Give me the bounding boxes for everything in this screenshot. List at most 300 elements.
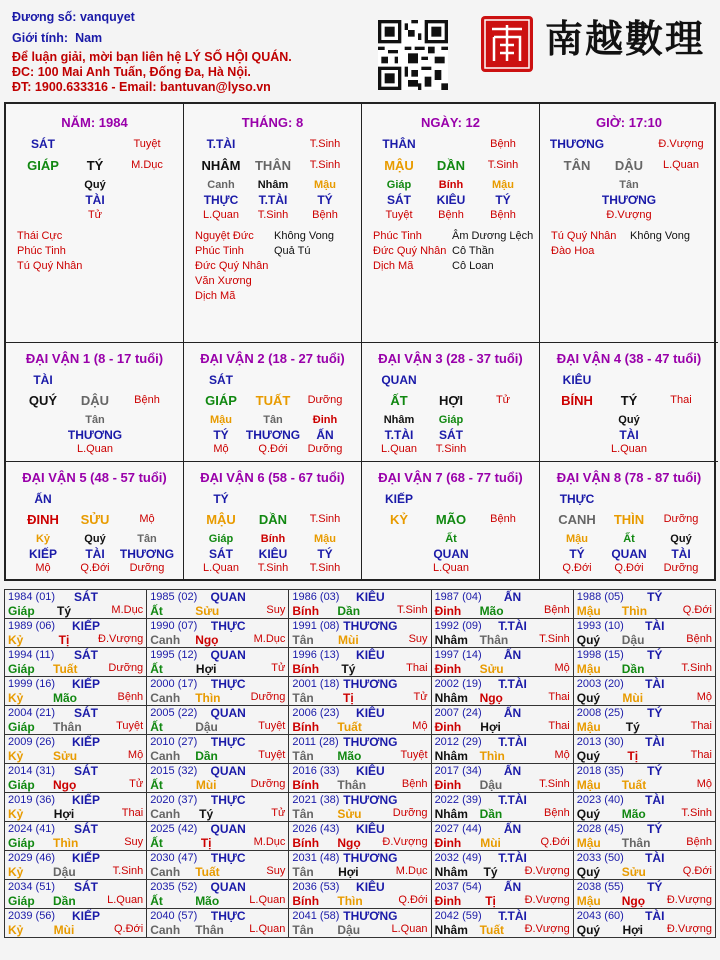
ten-god-label: SÁT	[31, 137, 55, 151]
dai-van-title: ĐẠI VẬN 2 (18 - 27 tuổi)	[200, 351, 345, 366]
year-cell	[147, 706, 289, 735]
year-cell	[289, 706, 431, 735]
earthly-branch: Mùi	[53, 923, 75, 937]
ten-god-label: KIẾP	[71, 851, 100, 865]
heavenly-stem: Ất	[150, 836, 163, 850]
heavenly-stem: KỶ	[389, 512, 409, 527]
stage-label: Tử	[271, 807, 286, 819]
earthly-branch: Thân	[479, 633, 509, 647]
heavenly-stem: Nhâm	[434, 691, 468, 705]
table-row	[5, 764, 716, 793]
year-label: 2002 (19)	[434, 678, 482, 690]
earthly-branch: Tý	[625, 720, 640, 734]
year-label: 2003 (20)	[576, 678, 624, 690]
ten-god-label: KIẾP	[71, 677, 100, 691]
ten-god-label: THÂN	[382, 137, 416, 151]
pillar-cell	[6, 104, 184, 343]
qr-code-icon	[378, 20, 448, 90]
heavenly-stem: Ất	[150, 894, 163, 908]
year-cell	[147, 909, 289, 938]
hidden-stage: L.Quan	[432, 562, 470, 574]
year-label: 2024 (41)	[8, 823, 56, 835]
hidden-stage: Mộ	[213, 443, 229, 455]
heavenly-stem: Đinh	[434, 836, 462, 850]
heavenly-stem: GIÁP	[205, 393, 237, 408]
stage-label: Thai	[121, 807, 144, 819]
heavenly-stem: Kỷ	[8, 633, 24, 647]
hidden-ten-god: TÝ	[317, 193, 333, 207]
stage-label: Đ.Vượng	[658, 138, 704, 150]
heavenly-stem: CANH	[558, 512, 596, 527]
ten-god-label: KIÊU	[356, 880, 385, 894]
stage-label: T.Sinh	[112, 865, 144, 877]
heavenly-stem: Nhâm	[434, 633, 468, 647]
stage-label: Mộ	[696, 691, 712, 703]
year-cell	[431, 619, 573, 648]
stage-label: L.Quan	[249, 923, 286, 935]
earthly-branch: Dậu	[337, 923, 361, 937]
heavenly-stem: NHÂM	[201, 158, 241, 173]
heavenly-stem: Nhâm	[434, 807, 468, 821]
earthly-branch: Tuất	[195, 865, 220, 879]
ten-god-label: T.TÀI	[498, 677, 527, 691]
hidden-stem: Tân	[85, 414, 105, 426]
ten-god-label: THƯƠNG	[343, 851, 398, 865]
hidden-stem: Mậu	[210, 414, 232, 426]
dai-van-cell	[540, 343, 718, 462]
earthly-branch: Mão	[621, 807, 646, 821]
stage-label: T.Sinh	[681, 807, 712, 819]
dai-van-title: ĐẠI VẬN 8 (78 - 87 tuổi)	[556, 470, 702, 485]
heavenly-stem: Ất	[150, 778, 163, 792]
heavenly-stem: Canh	[150, 749, 181, 763]
phone-email-line: ĐT: 1900.633316 - Email: bantuvan@lyso.vn	[12, 80, 271, 94]
year-label: 2036 (53)	[292, 881, 340, 893]
year-label: 2029 (46)	[8, 852, 56, 864]
ten-god-label: QUAN	[210, 764, 246, 778]
bazi-chart-grid	[4, 102, 716, 581]
table-row	[5, 822, 716, 851]
dai-van-cell	[6, 462, 184, 581]
stage-label: Dưỡng	[250, 778, 286, 790]
stage-label: Bệnh	[490, 138, 516, 150]
year-cell	[147, 735, 289, 764]
hidden-stem: Tân	[263, 414, 283, 426]
ten-god-label: THỰC	[210, 619, 246, 633]
year-label: 2033 (50)	[576, 852, 624, 864]
hidden-stem: Quý	[84, 179, 106, 191]
hidden-stem: Quý	[618, 414, 640, 426]
year-cell	[573, 648, 715, 677]
ten-god-label: ẤN	[503, 706, 522, 720]
year-cell	[289, 909, 431, 938]
year-cell	[289, 677, 431, 706]
ten-god-label: T.TÀI	[206, 137, 236, 151]
stage-label: Đ.Vượng	[524, 923, 570, 935]
ten-god-label: TÀI	[645, 793, 665, 807]
earthly-branch: Mùi	[480, 836, 501, 850]
earthly-branch: TÝ	[86, 158, 104, 173]
ten-god-label: SÁT	[74, 648, 98, 662]
hidden-stage: L.Quan	[610, 443, 648, 455]
heavenly-stem: Nhâm	[434, 749, 468, 763]
stage-label: Đ.Vượng	[524, 894, 570, 906]
earthly-branch: Thân	[621, 836, 651, 850]
hidden-ten-god: QUAN	[611, 547, 647, 561]
hidden-stem: Canh	[207, 179, 235, 191]
year-cell	[147, 822, 289, 851]
stage-label: T.Sinh	[681, 662, 712, 674]
earthly-branch: TÝ	[620, 393, 638, 408]
heavenly-stem: Bính	[292, 720, 320, 734]
year-label: 1990 (07)	[150, 620, 198, 632]
earthly-branch: Hợi	[338, 865, 359, 879]
hidden-stage: Mộ	[35, 562, 51, 574]
hidden-stage: Đ.Vượng	[606, 209, 652, 221]
hidden-ten-god: TÀI	[85, 547, 105, 561]
year-cell	[5, 909, 147, 938]
year-label: 2011 (28)	[292, 736, 339, 748]
year-label: 2018 (35)	[576, 765, 624, 777]
hidden-stem: Nhâm	[257, 179, 289, 191]
heavenly-stem: Giáp	[8, 836, 35, 850]
hidden-ten-god: TÀI	[671, 547, 691, 561]
stage-label: T.Sinh	[396, 604, 428, 616]
hidden-ten-god: SÁT	[209, 547, 233, 561]
stage-label: Bệnh	[490, 513, 516, 525]
heavenly-stem: Quý	[576, 865, 601, 879]
dai-van-cell	[184, 462, 362, 581]
year-label: 2043 (60)	[576, 910, 624, 922]
year-label: 2042 (59)	[434, 910, 482, 922]
hidden-stage: T.Sinh	[257, 562, 289, 574]
stage-label: Đ.Vượng	[524, 865, 570, 877]
hidden-ten-god: THƯƠNG	[601, 193, 657, 207]
star-label: Thái Cực	[17, 230, 63, 242]
hidden-stage: Dưỡng	[129, 562, 165, 574]
ten-god-label: QUAN	[210, 590, 246, 604]
heavenly-stem: MẬU	[206, 512, 236, 527]
year-cell	[147, 619, 289, 648]
heavenly-stem: Tân	[292, 633, 314, 647]
ten-god-label: KIẾP	[71, 619, 100, 633]
heavenly-stem: Đinh	[434, 778, 462, 792]
earthly-branch: Mão	[53, 691, 77, 705]
heavenly-stem: Canh	[150, 807, 181, 821]
earthly-branch: Tuất	[479, 923, 505, 937]
ten-god-label: KIÊU	[356, 648, 385, 662]
stage-label: Thai	[406, 662, 428, 674]
gender-line: Giới tính: Nam	[12, 31, 103, 45]
hidden-stage: L.Quan	[202, 209, 240, 221]
stage-label: Dưỡng	[250, 691, 286, 703]
year-cell	[5, 822, 147, 851]
ten-god-label: ẤN	[503, 880, 522, 894]
stage-label: Đ.Vượng	[98, 633, 144, 645]
year-cell	[573, 735, 715, 764]
earthly-branch: Tý	[199, 807, 214, 821]
year-label: 2012 (29)	[434, 736, 482, 748]
earthly-branch: Tị	[58, 633, 70, 647]
table-row	[5, 706, 716, 735]
pillar-cell	[362, 104, 540, 343]
table-row	[5, 880, 716, 909]
heavenly-stem: Tân	[292, 749, 314, 763]
table-row	[5, 619, 716, 648]
heavenly-stem: Đinh	[434, 604, 462, 618]
year-cell	[5, 880, 147, 909]
earthly-branch: Hợi	[622, 923, 644, 937]
stage-label: Thai	[690, 749, 712, 761]
year-label: 2031 (48)	[292, 852, 340, 864]
annual-luck-table	[4, 589, 716, 938]
heavenly-stem: Kỷ	[8, 691, 24, 705]
heavenly-stem: GIÁP	[27, 158, 59, 173]
earthly-branch: Tuất	[337, 720, 362, 734]
hidden-stem: Ất	[445, 533, 457, 545]
heavenly-stem: Canh	[150, 691, 181, 705]
dai-van-title: ĐẠI VẬN 7 (68 - 77 tuổi)	[378, 470, 523, 485]
earthly-branch: Dậu	[621, 633, 645, 647]
stage-label: Tuyệt	[133, 138, 161, 150]
dai-van-title: ĐẠI VẬN 1 (8 - 17 tuổi)	[25, 351, 164, 366]
star-label: Không Vong	[274, 230, 334, 242]
heavenly-stem: Bính	[292, 778, 320, 792]
hidden-ten-god: TÀI	[619, 428, 639, 442]
hidden-stem: Mậu	[566, 533, 588, 545]
hidden-ten-god: SÁT	[387, 193, 411, 207]
hidden-ten-god: KIÊU	[258, 547, 288, 561]
stage-label: Tuyệt	[116, 720, 144, 732]
hidden-stem: Tân	[619, 179, 639, 191]
earthly-branch: Dần	[479, 807, 503, 821]
table-row	[5, 735, 716, 764]
earthly-branch: Thìn	[479, 749, 505, 763]
heavenly-stem: Đinh	[434, 662, 462, 676]
stage-label: Thai	[548, 691, 570, 703]
year-label: 2017 (34)	[434, 765, 482, 777]
year-cell	[5, 648, 147, 677]
earthly-branch: Sửu	[621, 865, 646, 879]
year-label: 1994 (11)	[8, 649, 55, 661]
stage-label: Dưỡng	[108, 662, 144, 674]
hidden-stem: Giáp	[438, 414, 464, 426]
year-cell	[5, 735, 147, 764]
ten-god-label: KIẾP	[71, 909, 100, 923]
pillar-title: NGÀY: 12	[421, 115, 480, 130]
ten-god-label: T.TÀI	[498, 619, 527, 633]
heavenly-stem: Quý	[576, 749, 601, 763]
heavenly-stem: Tân	[292, 807, 314, 821]
year-cell	[573, 909, 715, 938]
star-label: Không Vong	[630, 230, 690, 242]
hidden-ten-god: KIẾP	[28, 547, 57, 561]
ten-god-label: T.TÀI	[498, 793, 527, 807]
stage-label: Mộ	[696, 778, 712, 790]
earthly-branch: Thìn	[621, 604, 648, 618]
year-cell	[431, 793, 573, 822]
year-label: 2023 (40)	[576, 794, 624, 806]
pillar-title: THÁNG: 8	[241, 115, 304, 130]
dai-van-title: ĐẠI VẬN 3 (28 - 37 tuổi)	[378, 351, 523, 366]
ten-god-label: THƯƠNG	[549, 137, 605, 151]
ten-god-label: TÀI	[645, 619, 665, 633]
star-label: Nguyệt Đức	[195, 230, 254, 242]
stage-label: Thai	[670, 394, 692, 406]
contact-line: Để luận giải, mời bạn liên hệ LÝ SỐ HỘI QUÁN.	[12, 50, 292, 64]
stage-label: Bệnh	[686, 633, 712, 645]
hidden-stage: Tuyệt	[385, 209, 413, 221]
star-label: Cô Loan	[452, 260, 494, 272]
heavenly-stem: Ất	[150, 604, 163, 618]
hidden-stem: Bính	[260, 533, 286, 545]
year-cell	[289, 822, 431, 851]
ten-god-label: KIẾP	[71, 735, 100, 749]
year-cell	[289, 619, 431, 648]
star-label: Dịch Mã	[373, 260, 414, 272]
heavenly-stem: Ất	[150, 720, 163, 734]
ten-god-label: SÁT	[74, 822, 98, 836]
ten-god-label: SÁT	[74, 880, 98, 894]
pillar-title: GIỜ: 17:10	[595, 115, 662, 130]
stage-label: Mộ	[554, 749, 570, 761]
stage-label: Suy	[266, 865, 286, 877]
earthly-branch: Tuất	[53, 662, 78, 676]
year-label: 2001 (18)	[292, 678, 340, 690]
ten-god-label: TÀI	[645, 735, 665, 749]
year-label: 2016 (33)	[292, 765, 340, 777]
star-label: Tú Quý Nhân	[551, 230, 617, 242]
earthly-branch: Tý	[56, 604, 71, 618]
earthly-branch: Ngọ	[195, 633, 219, 647]
year-label: 2013 (30)	[576, 736, 624, 748]
year-label: 1997 (14)	[434, 649, 482, 661]
stage-label: L.Quan	[662, 159, 700, 171]
hidden-ten-god: SÁT	[439, 428, 463, 442]
heavenly-stem: Quý	[576, 807, 601, 821]
star-label: Phúc Tinh	[373, 230, 422, 242]
heavenly-stem: Bính	[292, 604, 320, 618]
star-label: Phúc Tinh	[195, 245, 244, 257]
year-label: 2015 (32)	[150, 765, 198, 777]
dai-van-title: ĐẠI VẬN 4 (38 - 47 tuổi)	[556, 351, 702, 366]
ten-god-label: ẤN	[503, 764, 522, 778]
year-cell	[573, 706, 715, 735]
year-cell	[147, 793, 289, 822]
year-cell	[431, 909, 573, 938]
hidden-stage: T.Sinh	[257, 209, 289, 221]
hidden-ten-god: TÝ	[213, 428, 229, 442]
stage-label: L.Quan	[391, 923, 428, 935]
year-cell	[5, 851, 147, 880]
hidden-stage: T.Sinh	[435, 443, 467, 455]
earthly-branch: Tị	[485, 894, 496, 908]
stage-label: Dưỡng	[307, 394, 343, 406]
ten-god-label: T.TÀI	[498, 909, 527, 923]
year-label: 2008 (25)	[576, 707, 624, 719]
star-label: Đức Quý Nhân	[195, 260, 269, 272]
ten-god-label: THỰC	[210, 909, 246, 923]
hidden-stage: Q.Đới	[562, 562, 592, 574]
earthly-branch: Ngọ	[53, 778, 77, 792]
stage-label: M.Dục	[253, 633, 286, 645]
ten-god-label: THƯƠNG	[343, 735, 398, 749]
year-cell	[573, 822, 715, 851]
earthly-branch: MÃO	[435, 512, 467, 527]
stage-label: Mộ	[412, 720, 428, 732]
heavenly-stem: Tân	[292, 923, 314, 937]
earthly-branch: Thìn	[53, 836, 79, 850]
stage-label: Mộ	[554, 662, 570, 674]
earthly-branch: Mão	[479, 604, 504, 618]
heavenly-stem: Kỷ	[8, 749, 24, 763]
hidden-stage: Q.Đới	[80, 562, 110, 574]
heavenly-stem: Mậu	[576, 604, 601, 618]
star-label: Dịch Mã	[195, 290, 236, 302]
heavenly-stem: Bính	[292, 662, 320, 676]
hidden-stem: Ất	[623, 533, 635, 545]
heavenly-stem: ĐINH	[27, 512, 59, 527]
hidden-ten-god: TÝ	[495, 193, 511, 207]
star-label: Âm Dương Lệch	[452, 230, 534, 242]
stage-label: M.Dục	[131, 159, 163, 171]
earthly-branch: Hợi	[195, 662, 217, 676]
stage-label: T.Sinh	[309, 138, 341, 150]
hidden-stage: Tử	[87, 209, 103, 221]
earthly-branch: Dậu	[53, 865, 76, 879]
stage-label: Thai	[690, 720, 712, 732]
star-label: Văn Xương	[195, 275, 252, 287]
year-label: 1993 (10)	[576, 620, 624, 632]
stage-label: Thai	[548, 720, 570, 732]
year-label: 2006 (23)	[292, 707, 340, 719]
table-row	[5, 851, 716, 880]
heavenly-stem: Giáp	[8, 662, 35, 676]
year-label: 1987 (04)	[434, 591, 482, 603]
earthly-branch: Dậu	[195, 720, 218, 734]
year-label: 1995 (12)	[150, 649, 198, 661]
year-cell	[289, 648, 431, 677]
ten-god-label: ẤN	[34, 492, 52, 506]
year-cell	[573, 590, 715, 619]
year-cell	[431, 880, 573, 909]
heavenly-stem: QUÝ	[28, 393, 58, 408]
earthly-branch: Thìn	[195, 691, 221, 705]
year-cell	[5, 677, 147, 706]
year-label: 2032 (49)	[434, 852, 482, 864]
heavenly-stem: Giáp	[8, 604, 35, 618]
heavenly-stem: Canh	[150, 633, 181, 647]
year-cell	[431, 706, 573, 735]
earthly-branch: Mão	[195, 894, 220, 908]
hidden-stem: Mậu	[314, 533, 336, 545]
heavenly-stem: Quý	[576, 691, 601, 705]
year-label: 2022 (39)	[434, 794, 482, 806]
year-label: 1991 (08)	[292, 620, 340, 632]
hidden-stem: Bính	[438, 179, 464, 191]
stage-label: Q.Đới	[682, 865, 712, 877]
year-cell	[573, 764, 715, 793]
year-label: 2030 (47)	[150, 852, 198, 864]
hidden-ten-god: QUAN	[433, 547, 469, 561]
stage-label: Tử	[271, 662, 286, 674]
stage-label: Bệnh	[401, 778, 428, 790]
earthly-branch: Mùi	[622, 691, 644, 705]
hidden-ten-god: T.TÀI	[384, 428, 414, 442]
ten-god-label: TÝ	[647, 880, 663, 894]
hidden-stem: Mậu	[492, 179, 514, 191]
stage-label: L.Quan	[249, 894, 286, 906]
